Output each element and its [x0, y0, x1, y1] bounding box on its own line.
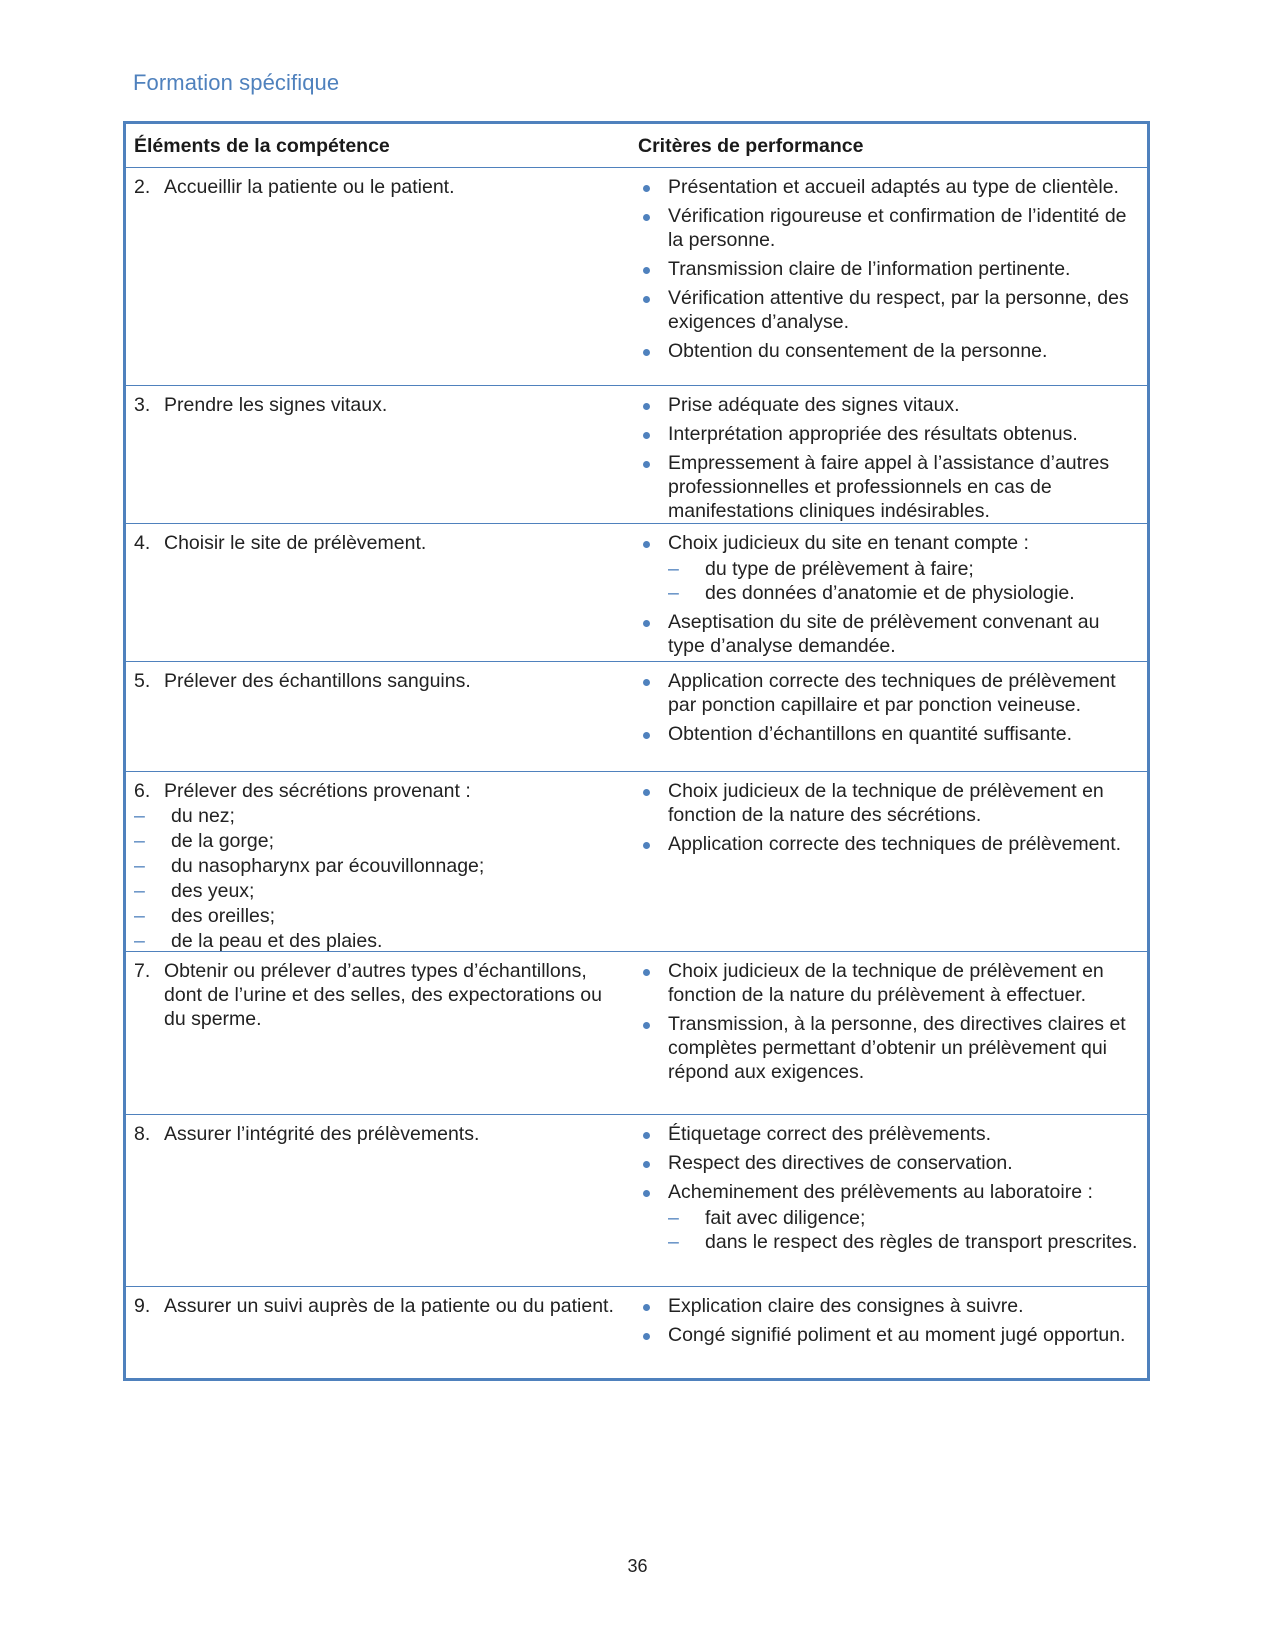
- dash-icon: –: [668, 558, 679, 580]
- bullet-icon: [638, 175, 668, 199]
- criterion-item: Choix judicieux du site en tenant compte : – du type de prélèvement à faire; – des données d’anatomie et de physiologie.: [638, 531, 1139, 605]
- bullet-icon: [638, 339, 668, 363]
- table-row: [126, 771, 1147, 951]
- element-text: Assurer l’intégrité des prélèvements.: [164, 1123, 480, 1145]
- element-text: Assurer un suivi auprès de la patiente ou du patient.: [164, 1295, 614, 1317]
- criterion-item: Vérification attentive du respect, par la personne, des exigences d’analyse.: [638, 286, 1139, 334]
- sub-element-item: – du nasopharynx par écouvillonnage;: [134, 855, 485, 877]
- element-number: 7.: [134, 960, 151, 982]
- sub-element-item: – des yeux;: [134, 880, 255, 902]
- bullet-icon: [638, 286, 668, 334]
- bullet-icon: [638, 1294, 668, 1318]
- sub-element-item: – de la gorge;: [134, 830, 274, 852]
- element-number: 6.: [134, 780, 151, 802]
- element-text: Prendre les signes vitaux.: [164, 394, 388, 416]
- page-title: Formation spécifique: [133, 70, 340, 95]
- sub-criterion-item: – dans le respect des règles de transport prescrites.: [668, 1231, 1138, 1253]
- element-number: 9.: [134, 1295, 151, 1317]
- element-text: Prélever des sécrétions provenant :: [164, 780, 471, 802]
- bullet-icon: [638, 610, 668, 658]
- criterion-item: Empressement à faire appel à l’assistance d’autres professionnelles et professionnels en cas de manifestations cliniques indésirables.: [638, 451, 1139, 523]
- sub-element-item: – du nez;: [134, 805, 235, 827]
- criterion-item: Choix judicieux de la technique de prélèvement en fonction de la nature des sécrétions.: [638, 779, 1139, 827]
- bullet-icon: [638, 204, 668, 252]
- element-cell: [126, 386, 638, 523]
- dash-icon: –: [134, 880, 145, 902]
- criteria-cell: [638, 952, 1147, 1114]
- dash-icon: –: [134, 855, 145, 877]
- criterion-item: Obtention d’échantillons en quantité suffisante.: [638, 722, 1139, 746]
- table-row: [126, 168, 1147, 385]
- dash-icon: –: [668, 1207, 679, 1229]
- criteria-cell: [638, 772, 1147, 951]
- bullet-icon: [638, 669, 668, 717]
- criteria-cell: [638, 386, 1147, 523]
- bullet-icon: [638, 451, 668, 523]
- bullet-icon: [638, 779, 668, 827]
- criteria-cell: [638, 524, 1147, 661]
- dash-icon: –: [134, 830, 145, 852]
- criterion-item: Interprétation appropriée des résultats obtenus.: [638, 422, 1139, 446]
- dash-icon: –: [668, 582, 679, 604]
- bullet-icon: [638, 1323, 668, 1347]
- element-cell: [126, 772, 638, 951]
- table-row: [126, 1286, 1147, 1378]
- sub-criterion-item: – du type de prélèvement à faire;: [668, 558, 974, 580]
- bullet-icon: [638, 257, 668, 281]
- element-text: Prélever des échantillons sanguins.: [164, 670, 471, 692]
- page-number: 36: [627, 1556, 648, 1576]
- criteria-cell: [638, 662, 1147, 771]
- element-number: 3.: [134, 394, 151, 416]
- bullet-icon: [638, 1180, 668, 1254]
- criteria-cell: [638, 1115, 1147, 1286]
- bullet-icon: [638, 393, 668, 417]
- sub-criterion-item: – fait avec diligence;: [668, 1207, 866, 1229]
- element-cell: [126, 662, 638, 771]
- table-row: [126, 523, 1147, 661]
- element-cell: [126, 952, 638, 1114]
- bullet-icon: [638, 422, 668, 446]
- element-number: 4.: [134, 532, 151, 554]
- criterion-item: Présentation et accueil adaptés au type de clientèle.: [638, 175, 1139, 199]
- criterion-item: Application correcte des techniques de prélèvement par ponction capillaire et par ponction veineuse.: [638, 669, 1139, 717]
- criterion-item: Étiquetage correct des prélèvements.: [638, 1122, 1139, 1146]
- bullet-icon: [638, 959, 668, 1007]
- dash-icon: –: [134, 905, 145, 927]
- bullet-icon: [638, 1122, 668, 1146]
- criteria-cell: [638, 1287, 1147, 1378]
- sub-criterion-item: – des données d’anatomie et de physiologie.: [668, 582, 1075, 604]
- element-cell: [126, 1115, 638, 1286]
- criterion-item: Aseptisation du site de prélèvement convenant au type d’analyse demandée.: [638, 610, 1139, 658]
- sub-element-item: – de la peau et des plaies.: [134, 930, 383, 952]
- criterion-item: Transmission, à la personne, des directives claires et complètes permettant d’obtenir un prélèvement qui répond aux exigences.: [638, 1012, 1139, 1084]
- header-elements: Éléments de la compétence: [134, 135, 390, 157]
- element-text: Obtenir ou prélever d’autres types d’échantillons, dont de l’urine et des selles, des expectorations ou du sperme.: [164, 960, 602, 1030]
- element-cell: [126, 1287, 638, 1378]
- criteria-cell: [638, 168, 1147, 385]
- criterion-item: Explication claire des consignes à suivre.: [638, 1294, 1139, 1318]
- element-cell: [126, 524, 638, 661]
- dash-icon: –: [668, 1231, 679, 1253]
- table-row: [126, 661, 1147, 771]
- bullet-icon: [638, 531, 668, 605]
- element-cell: [126, 168, 638, 385]
- criterion-item: Application correcte des techniques de prélèvement.: [638, 832, 1139, 856]
- table-row: [126, 1114, 1147, 1286]
- element-text: Choisir le site de prélèvement.: [164, 532, 427, 554]
- bullet-icon: [638, 1151, 668, 1175]
- criterion-item: Vérification rigoureuse et confirmation de l’identité de la personne.: [638, 204, 1139, 252]
- table-row: [126, 385, 1147, 523]
- criterion-item: Choix judicieux de la technique de prélèvement en fonction de la nature du prélèvement à effectuer.: [638, 959, 1139, 1007]
- criterion-item: Respect des directives de conservation.: [638, 1151, 1139, 1175]
- dash-icon: –: [134, 930, 145, 952]
- sub-element-item: – des oreilles;: [134, 905, 276, 927]
- criterion-item: Obtention du consentement de la personne.: [638, 339, 1139, 363]
- bullet-icon: [638, 832, 668, 856]
- element-number: 5.: [134, 670, 151, 692]
- criterion-item: Prise adéquate des signes vitaux.: [638, 393, 1139, 417]
- competence-table: [123, 121, 1150, 1381]
- element-number: 2.: [134, 176, 151, 198]
- criterion-item: Congé signifié poliment et au moment jugé opportun.: [638, 1323, 1139, 1347]
- element-number: 8.: [134, 1123, 151, 1145]
- criterion-item: Acheminement des prélèvements au laboratoire : – fait avec diligence; – dans le respect des règles de transport prescrites.: [638, 1180, 1139, 1254]
- table-row: [126, 951, 1147, 1114]
- bullet-icon: [638, 1012, 668, 1084]
- criterion-item: Transmission claire de l’information pertinente.: [638, 257, 1139, 281]
- bullet-icon: [638, 722, 668, 746]
- table-header: [126, 124, 1147, 168]
- element-sub-list: [134, 804, 638, 954]
- header-criteria: Critères de performance: [638, 135, 864, 157]
- dash-icon: –: [134, 805, 145, 827]
- element-text: Accueillir la patiente ou le patient.: [164, 176, 455, 198]
